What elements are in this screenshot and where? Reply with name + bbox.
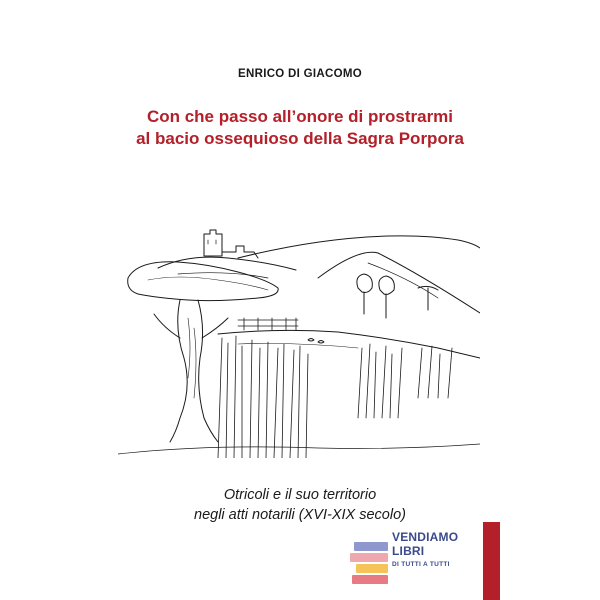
book-shape xyxy=(350,553,388,562)
book-subtitle xyxy=(0,485,600,525)
publisher-line1: VENDIAMO xyxy=(392,530,459,544)
subtitle-line: negli atti notarili (XVI-XIX secolo) xyxy=(194,507,406,523)
river-bank xyxy=(218,330,480,358)
tree-canopy xyxy=(128,262,278,301)
author-name: ENRICO DI GIACOMO xyxy=(238,68,362,80)
bridge xyxy=(238,318,298,330)
book-shape xyxy=(352,575,388,584)
publisher-line2: LIBRI xyxy=(392,544,425,558)
small-tree xyxy=(357,274,372,314)
title-line: Con che passo all’onore di prostrarmi xyxy=(146,107,454,126)
title-line: al bacio ossequioso della Sagra Porpora xyxy=(136,129,464,148)
hill-line xyxy=(318,252,480,313)
book-shape xyxy=(354,542,388,551)
small-tree xyxy=(379,276,394,318)
castle-icon xyxy=(204,230,222,256)
castle-wall xyxy=(222,246,258,258)
subtitle-line: Otricoli e il suo territorio xyxy=(223,487,377,503)
publisher-logo xyxy=(348,528,478,588)
book-title xyxy=(0,106,600,150)
book-shape xyxy=(356,564,388,573)
publisher-tagline: DI TUTTI A TUTTI xyxy=(392,561,450,568)
duck-icon xyxy=(308,339,314,342)
small-tree xyxy=(418,286,438,310)
landscape-illustration xyxy=(118,218,480,458)
red-accent-band xyxy=(483,522,500,600)
tree-trunk xyxy=(170,300,187,442)
reeds xyxy=(218,336,452,458)
books-stack-icon xyxy=(348,528,390,586)
publisher-name xyxy=(392,530,458,570)
duck-icon xyxy=(318,341,324,344)
